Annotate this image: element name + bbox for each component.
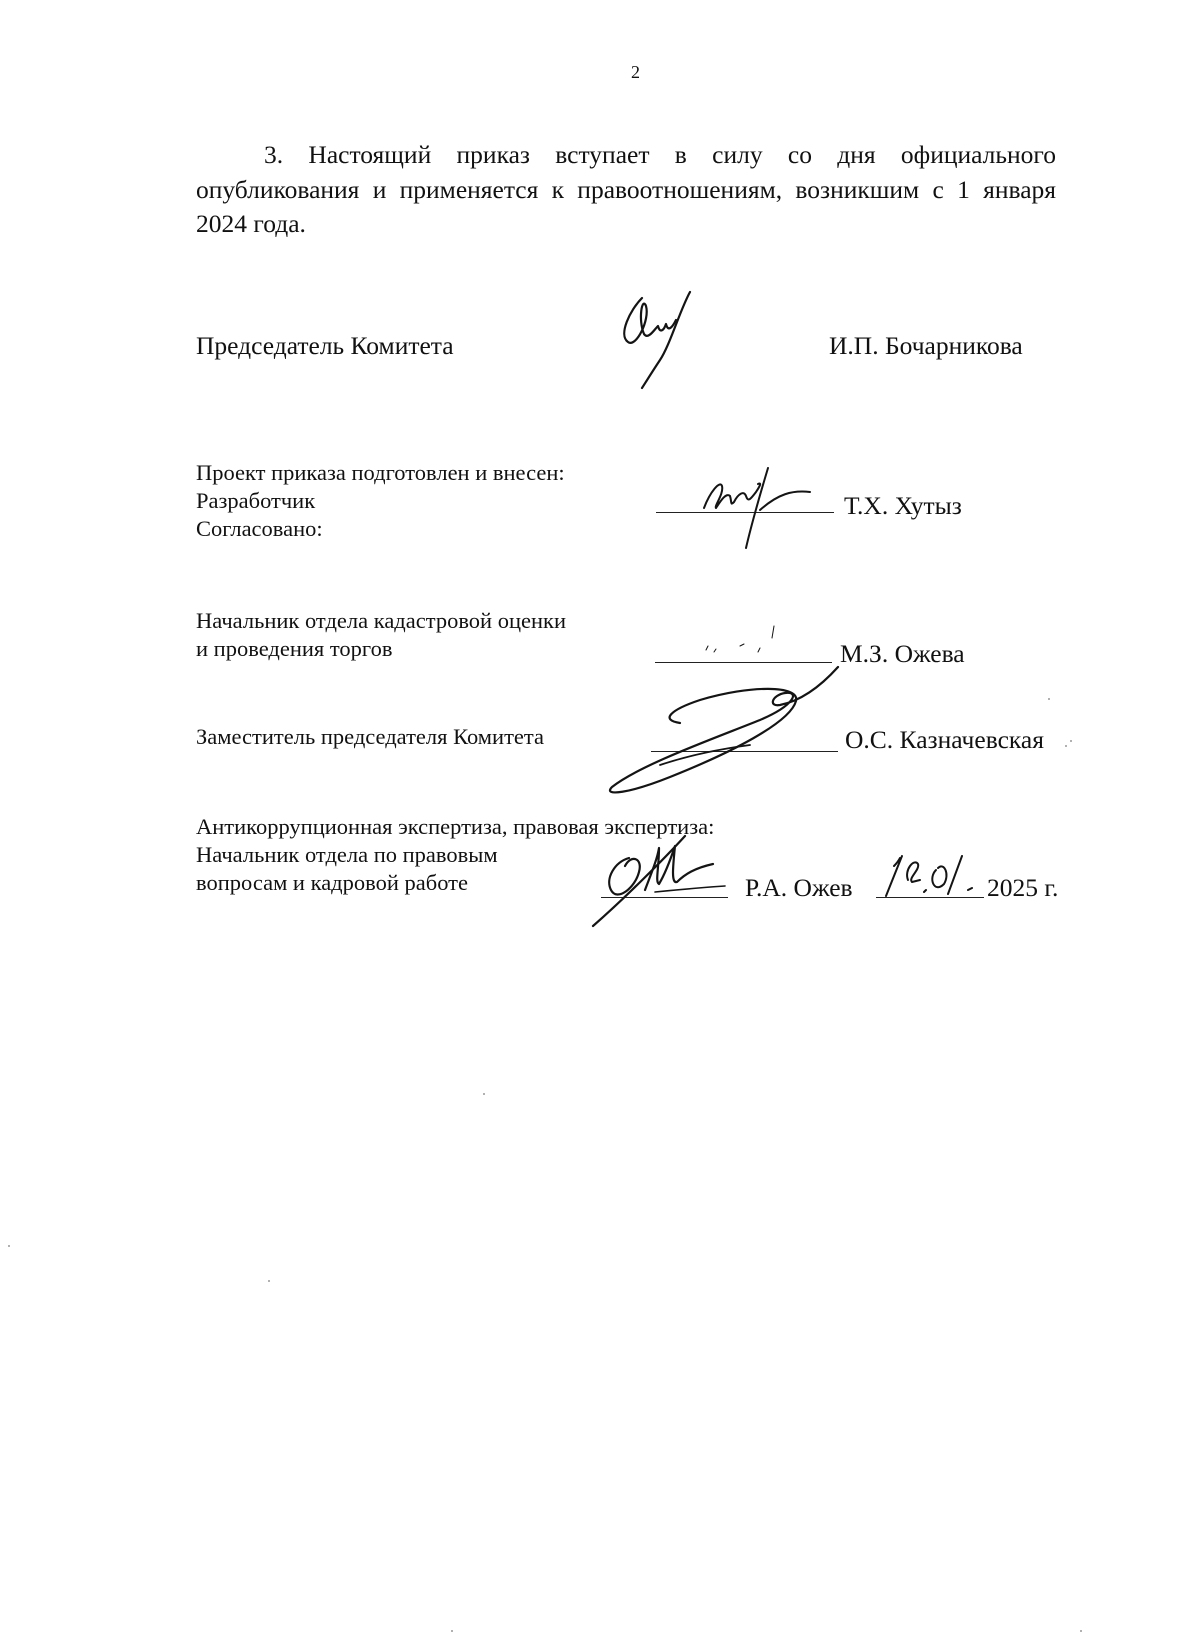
deputy-chairman-name: О.С. Казначевская [845, 725, 1044, 754]
scan-speck [8, 1245, 10, 1247]
chairman-signature [620, 290, 710, 395]
deputy-chairman-title: Заместитель председателя Комитета [196, 724, 544, 749]
legal-head-title-line2: вопросам и кадровой работе [196, 870, 468, 895]
scan-speck [1070, 740, 1072, 742]
developer-signature [700, 462, 830, 552]
legal-head-title-line1: Начальник отдела по правовым [196, 842, 498, 867]
expertise-heading: Антикоррупционная экспертиза, правовая экспертиза: [196, 814, 715, 839]
developer-role: Разработчик [196, 488, 316, 513]
deputy-chairman-signature [600, 665, 850, 800]
scan-speck [483, 1093, 485, 1095]
cadastral-head-title-line1: Начальник отдела кадастровой оценки [196, 608, 567, 633]
agreed-label: Согласовано: [196, 516, 323, 541]
scan-speck [451, 1630, 453, 1632]
cadastral-head-name: М.З. Ожева [840, 639, 965, 668]
scan-speck [1048, 698, 1050, 700]
scan-speck [268, 1280, 270, 1282]
cadastral-head-signature [700, 620, 800, 665]
legal-head-signature [585, 818, 735, 928]
prepared-heading: Проект приказа подготовлен и внесен: [196, 460, 565, 485]
scan-speck [1080, 1630, 1082, 1632]
page-number: 2 [631, 62, 640, 82]
date-year: 2025 г. [987, 873, 1059, 902]
cadastral-head-title-line2: и проведения торгов [196, 636, 393, 661]
legal-head-name: Р.А. Ожев [745, 873, 853, 902]
scan-speck [1065, 745, 1067, 747]
chairman-name: И.П. Бочарникова [829, 331, 1023, 360]
handwritten-date [878, 850, 998, 905]
clause-paragraph: 3. Настоящий приказ вступает в силу со дня официального опубликования и применяется к правоотношениям, возникшим с 1 января 2024 года. [196, 140, 1056, 238]
developer-name: Т.Х. Хутыз [844, 491, 962, 520]
chairman-title: Председатель Комитета [196, 331, 454, 360]
